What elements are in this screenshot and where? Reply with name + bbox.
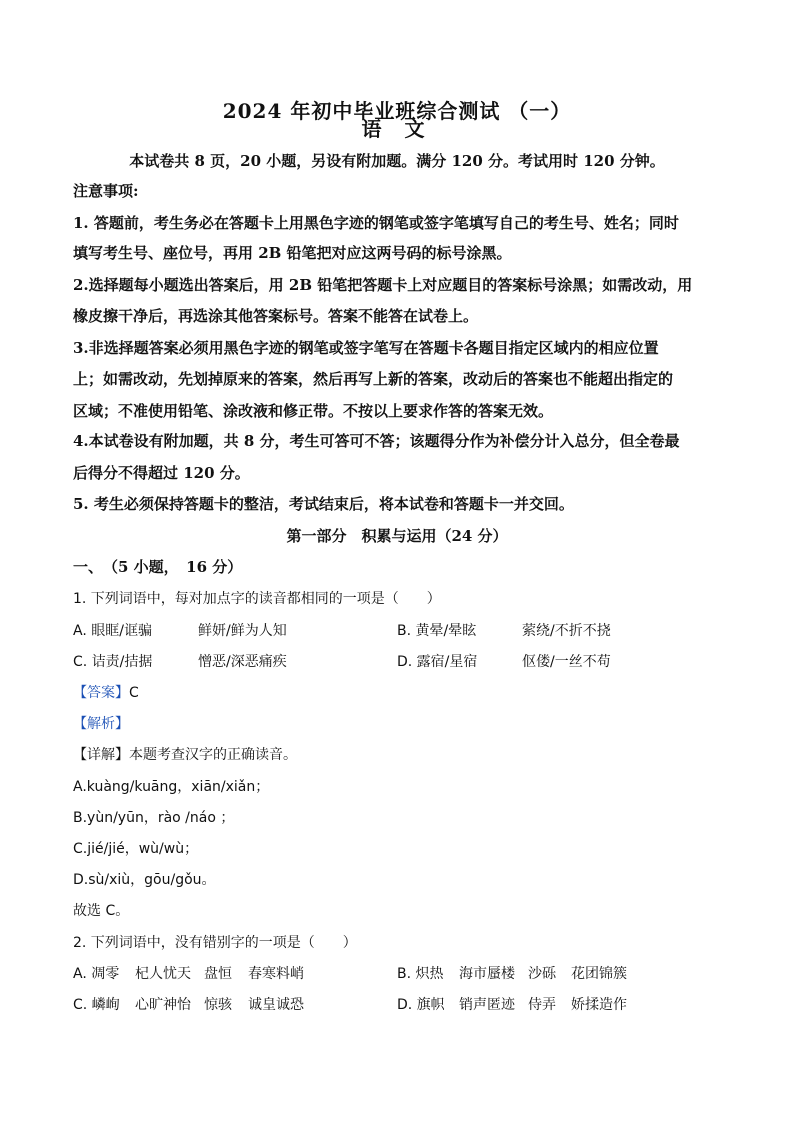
q2-option-c: C. 嶙峋 (73, 997, 120, 1013)
q1-option-b-pair2: 萦绕/不折不挠 (522, 623, 611, 639)
q2-option-a: A. 凋零 (73, 966, 120, 982)
q2-option-b-word4: 花团锦簇 (571, 966, 627, 982)
q2-option-c-word4: 诚皇诚恐 (248, 997, 304, 1013)
q2-option-d-word2: 销声匿迹 (459, 997, 515, 1013)
q1-option-d: D. 露宿/星宿 (397, 654, 478, 670)
q2-option-d-word3: 侍弄 (528, 997, 556, 1013)
part-heading: 第一部分 积累与运用（24 分） (286, 527, 508, 545)
notice-line: 2.选择题每小题选出答案后，用 2B 铅笔把答题卡上对应题目的答案标号涂黑；如需改动，用 (73, 276, 693, 294)
section-heading: 一、 （5 小题， 16 分） (73, 558, 243, 576)
q1-option-d-pair2: 伛偻/一丝不苟 (522, 654, 611, 670)
notice-line: 1. 答题前，考生务必在答题卡上用黑色字迹的钢笔或签字笔填写自己的考生号、姓名；同时 (73, 214, 679, 232)
conclusion-line: 故选 C。 (73, 903, 130, 919)
explain-line: C.jié/jié，wù/wù； (73, 841, 199, 857)
answer-line (73, 682, 139, 702)
exam-info: 本试卷共 8 页，20 小题，另设有附加题。满分 120 分。考试用时 120 分钟。 (129, 152, 665, 170)
explain-line: B.yùn/yūn，rào /náo ； (73, 810, 235, 826)
q2-option-b: B. 炽热 (397, 966, 444, 982)
q2-option-c-word2: 心旷神怡 (135, 997, 191, 1013)
analysis-line (73, 713, 129, 733)
answer-label: 【答案】 (73, 685, 129, 701)
answer-value: C (129, 685, 139, 701)
detail-line: 【详解】本题考查汉字的正确读音。 (73, 747, 297, 763)
exam-title: 2024 年初中毕业班综合测试 （一） (222, 99, 572, 123)
notice-line: 4.本试卷设有附加题，共 8 分，考生可答可不答；该题得分作为补偿分计入总分，但全卷最 (73, 432, 680, 450)
q2-option-b-word2: 海市蜃楼 (459, 966, 515, 982)
q1-option-b: B. 黄晕/晕眩 (397, 623, 477, 639)
notice-line: 上；如需改动，先划掉原来的答案，然后再写上新的答案，改动后的答案也不能超出指定的 (73, 370, 674, 388)
q1-option-a: A. 眼眶/诓骗 (73, 623, 152, 639)
q1-option-a-pair2: 鲜妍/鲜为人知 (198, 623, 287, 639)
notice-line: 3.非选择题答案必须用黑色字迹的钢笔或签字笔写在答题卡各题目指定区域内的相应位置 (73, 339, 659, 357)
q2-option-d: D. 旗帜 (397, 997, 445, 1013)
explain-line: D.sù/xiù，gōu/gǒu。 (73, 872, 216, 888)
notice-line: 填写考生号、座位号，再用 2B 铅笔把对应这两号码的标号涂黑。 (73, 244, 512, 262)
question-1-stem: 1. 下列词语中，每对加点字的读音都相同的一项是（ ） (73, 591, 441, 607)
notice-title: 注意事项: (73, 182, 139, 200)
q2-option-b-word3: 沙砾 (528, 966, 556, 982)
q1-option-c: C. 诘责/拮据 (73, 654, 153, 670)
q2-option-a-word4: 春寒料峭 (248, 966, 304, 982)
analysis-label: 【解析】 (73, 716, 129, 732)
notice-line: 区域；不准使用铅笔、涂改液和修正带。不按以上要求作答的答案无效。 (73, 402, 554, 420)
q2-option-d-word4: 娇揉造作 (571, 997, 627, 1013)
q2-option-a-word3: 盘恒 (204, 966, 232, 982)
explain-line: A.kuàng/kuāng，xiān/xiǎn； (73, 779, 270, 795)
q2-option-c-word3: 惊骇 (204, 997, 232, 1013)
notice-line: 橡皮擦干净后，再选涂其他答案标号。答案不能答在试卷上。 (73, 307, 479, 325)
notice-line: 后得分不得超过 120 分。 (73, 464, 250, 482)
q2-option-a-word2: 杞人忧天 (135, 966, 191, 982)
question-2-stem: 2. 下列词语中，没有错别字的一项是（ ） (73, 935, 357, 951)
notice-line: 5. 考生必须保持答题卡的整洁，考试结束后，将本试卷和答题卡一并交回。 (73, 495, 574, 513)
q1-option-c-pair2: 憎恶/深恶痛疾 (198, 654, 287, 670)
subject-title: 语 文 (361, 117, 433, 141)
